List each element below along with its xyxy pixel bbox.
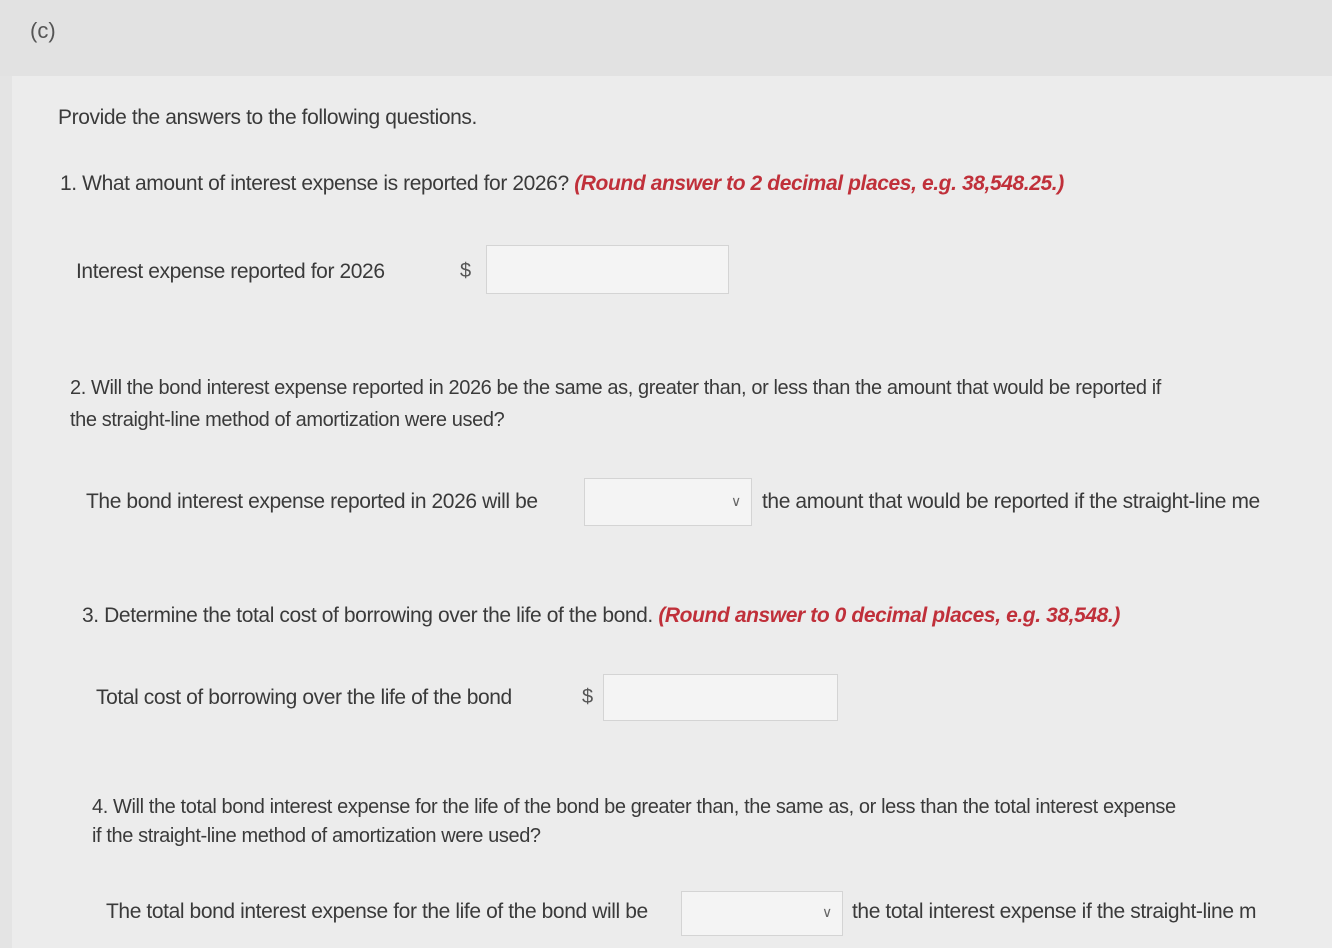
question-2-suffix: the amount that would be reported if the straight-line me [762,490,1260,513]
question-3-hint: (Round answer to 0 decimal places, e.g. 38,548.) [658,604,1120,627]
comparison-select-life[interactable] [681,891,843,936]
total-cost-input[interactable] [603,674,838,721]
currency-symbol: $ [582,686,594,708]
question-2-label: The bond interest expense reported in 2026 will be [86,490,538,513]
currency-symbol: $ [460,260,472,282]
question-1-text: 1. What amount of interest expense is reported for 2026? [60,172,569,195]
top-bar [0,0,1332,76]
instructions: Provide the answers to the following questions. [58,106,477,129]
question-1-hint: (Round answer to 2 decimal places, e.g. 38,548.25.) [574,172,1064,195]
chevron-down-icon: ∨ [731,493,742,509]
question-4-line-2: if the straight-line method of amortization were used? [92,825,541,847]
question-4-line-1: 4. Will the total bond interest expense for the life of the bond be greater than, the same as, or less than the total interest expense [92,796,1176,818]
chevron-down-icon: ∨ [822,904,833,920]
question-2-line-1: 2. Will the bond interest expense reported in 2026 be the same as, greater than, or less than the amount that would be reported if [70,377,1161,399]
question-4-suffix: the total interest expense if the straight-line m [852,900,1257,923]
question-3-text: 3. Determine the total cost of borrowing over the life of the bond. [82,604,653,627]
total-cost-label: Total cost of borrowing over the life of the bond [96,686,512,709]
comparison-select-2026[interactable] [584,478,752,526]
interest-expense-input[interactable] [486,245,729,294]
question-1 [60,172,1064,196]
interest-expense-label: Interest expense reported for 2026 [76,260,385,283]
part-label: (c) [30,18,56,43]
question-2-line-2: the straight-line method of amortization were used? [70,409,505,431]
question-4-label: The total bond interest expense for the life of the bond will be [106,900,648,923]
question-3 [82,604,1120,628]
